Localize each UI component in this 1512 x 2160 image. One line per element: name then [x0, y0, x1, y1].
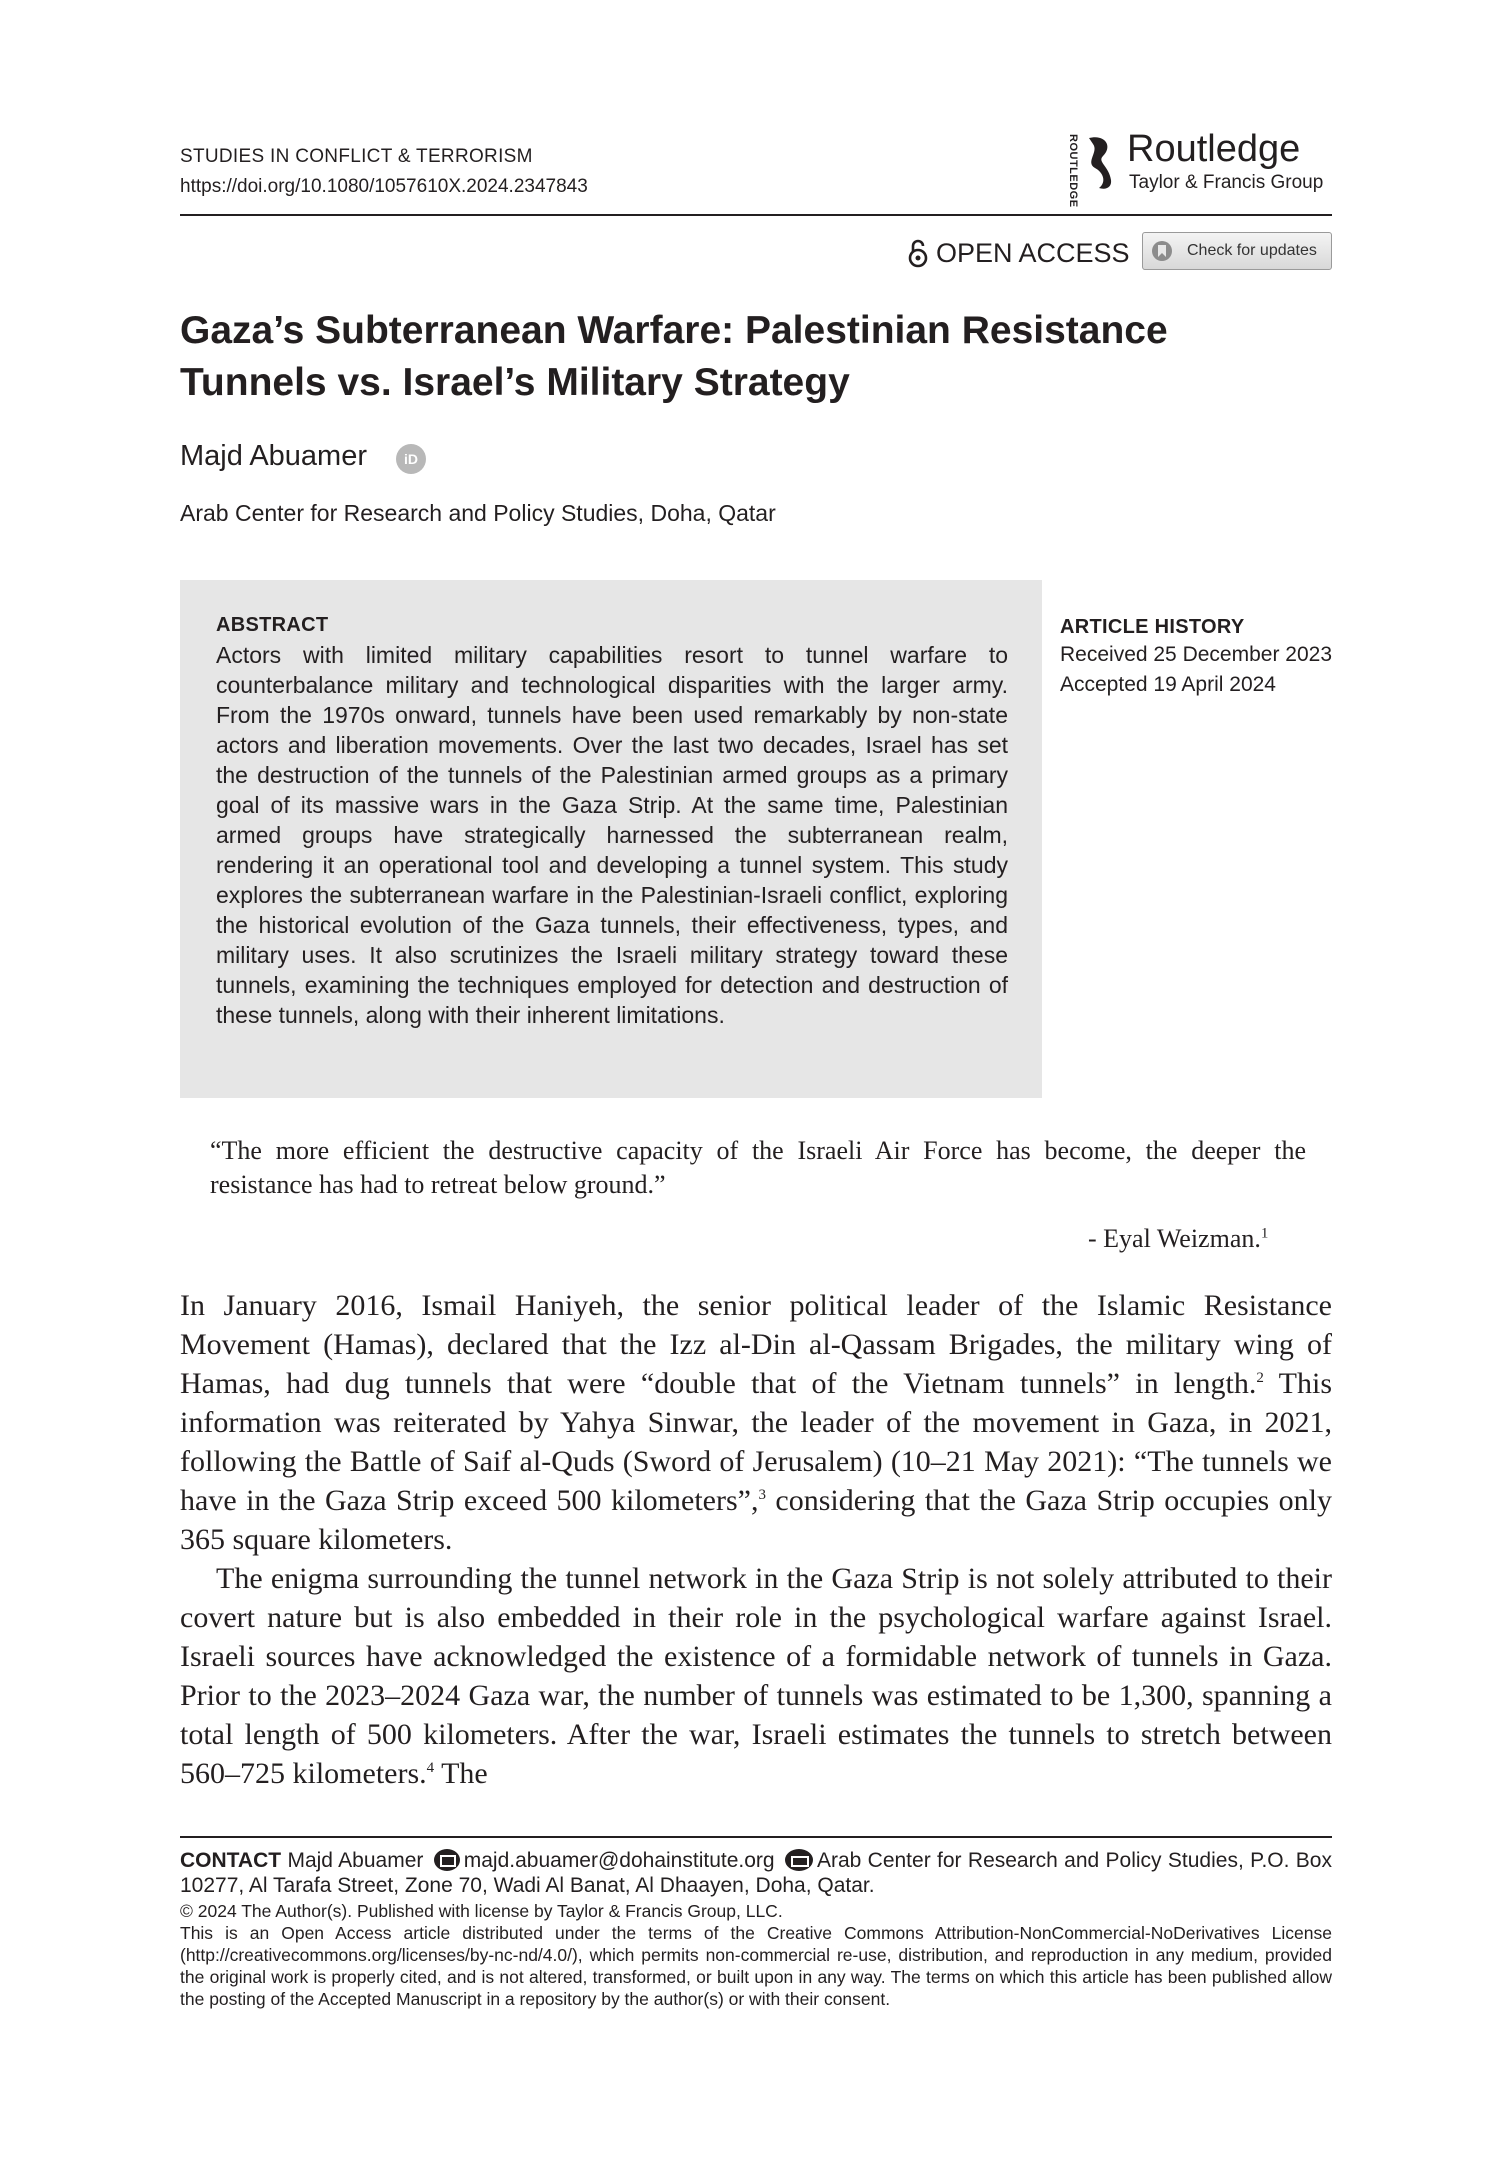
epigraph-author: - Eyal Weizman. [1088, 1224, 1261, 1253]
orcid-icon[interactable]: iD [396, 444, 426, 474]
paragraph [180, 1559, 1332, 1793]
email-icon [434, 1849, 460, 1871]
epigraph-attribution [1088, 1224, 1268, 1254]
contact-label: CONTACT [180, 1849, 282, 1872]
publisher-group: Taylor & Francis Group [1129, 172, 1324, 193]
article-title: Gaza’s Subterranean Warfare: Palestinian Resistance Tunnels vs. Israel’s Military Strategy [180, 309, 1168, 404]
received-date: Received 25 December 2023 [1060, 643, 1332, 666]
check-for-updates-label: Check for updates [1187, 242, 1317, 259]
accepted-date: Accepted 19 April 2024 [1060, 673, 1276, 696]
license-notice: This is an Open Access article distributed under the terms of the Creative Commons Attribution-NonCommercial-NoDerivatives License (http://creativecommons.org/licenses/by-nc-nd/4.0/), which permits non-commercial re-use, distribution, and reproduction in any medium, provided the original work is properly cited, and is not altered, transformed, or built upon in any way. The terms on which this article has been published allow the posting of the Accepted Manuscript in a repository by the author(s) or with their consent. [180, 1923, 1332, 2009]
footnote-ref[interactable]: 2 [1256, 1370, 1264, 1386]
logo-vertical-text: ROUTLEDGE [1067, 134, 1079, 208]
publisher-name: Routledge [1127, 128, 1301, 170]
author-name[interactable]: Majd Abuamer [180, 440, 367, 472]
paragraph-text: The [434, 1757, 488, 1790]
footer-rule [180, 1836, 1332, 1838]
address-icon [785, 1849, 813, 1871]
paragraph-text: considering that the Gaza Strip occupies only 365 square kilometers. [180, 1484, 1332, 1556]
epigraph-quote: “The more efficient the destructive capacity of the Israeli Air Force has become, the deeper the resistance has had to retreat below ground.” [210, 1136, 1306, 1199]
copyright-notice: © 2024 The Author(s). Published with license by Taylor & Francis Group, LLC. [180, 1901, 783, 1921]
paragraph-text: This information was reiterated by Yahya Sinwar, the leader of the movement in Gaza, in 2021, following the Battle of Saif al-Quds (Sword of Jerusalem) (10–21 May 2021): “The tunnels we have in the Gaza Strip exceed 500 kilometers”, [180, 1367, 1332, 1517]
crossmark-icon [1151, 240, 1173, 262]
doi-link[interactable]: https://doi.org/10.1080/1057610X.2024.2347843 [180, 176, 588, 197]
open-lock-icon [908, 238, 928, 268]
contact-name: Majd Abuamer [287, 1849, 424, 1872]
running-header [180, 128, 1332, 216]
footnote-ref[interactable]: 3 [758, 1487, 766, 1503]
open-access-label: OPEN ACCESS [936, 238, 1130, 268]
author-affiliation: Arab Center for Research and Policy Studies, Doha, Qatar [180, 500, 776, 526]
body-text [180, 1286, 1332, 1793]
abstract-text: Actors with limited military capabilities resort to tunnel warfare to counterbalance military and technological disparities with the larger army. From the 1970s onward, tunnels have been used remarkably by non-state actors and liberation movements. Over the last two decades, Israel has set the destruction of the tunnels of the Palestinian armed groups as a primary goal of its massive wars in the Gaza Strip. At the same time, Palestinian armed groups have strategically harnessed the subterranean realm, rendering it an operational tool and developing a tunnel system. This study explores the subterranean warfare in the Palestinian-Israeli conflict, exploring the historical evolution of the Gaza tunnels, their effectiveness, types, and military uses. It also scrutinizes the Israeli military strategy toward these tunnels, examining the techniques employed for detection and destruction of these tunnels, along with their inherent limitations. [216, 642, 1008, 1028]
paragraph-text: In January 2016, Ismail Haniyeh, the senior political leader of the Islamic Resistance Movement (Hamas), declared that the Izz al-Din al-Qassam Brigades, the military wing of Hamas, had dug tunnels that were “double that of the Vietnam tunnels” in length. [180, 1289, 1332, 1400]
article-history-heading: ARTICLE HISTORY [1060, 616, 1245, 638]
footnote-ref[interactable]: 1 [1260, 1225, 1269, 1242]
header-rule [180, 214, 1332, 216]
abstract-box [180, 580, 1042, 1098]
contact-email-link[interactable]: majd.abuamer@dohainstitute.org [463, 1849, 775, 1872]
routledge-mark-icon [1083, 132, 1115, 192]
paragraph [180, 1286, 1332, 1559]
contact-info [180, 1848, 1332, 1898]
abstract-heading: ABSTRACT [216, 614, 329, 636]
check-for-updates-button[interactable] [1142, 232, 1332, 270]
article-history [1060, 614, 1340, 700]
paragraph-text: The enigma surrounding the tunnel network in the Gaza Strip is not solely attributed to their covert nature but is also embedded in their role in the psychological warfare against Israel. Israeli sources have acknowledged the existence of a formidable network of tunnels in Gaza. Prior to the 2023–2024 Gaza war, the number of tunnels was estimated to be 1,300, spanning a total length of 500 kilometers. After the war, Israeli estimates the tunnels to stretch between 560–725 kilometers. [180, 1562, 1332, 1790]
publisher-logo [1067, 128, 1332, 208]
journal-name: STUDIES IN CONFLICT & TERRORISM [180, 146, 533, 167]
contact-address: Arab Center for Research and Policy Studies, P.O. Box 10277, Al Tarafa Street, Zone 70, Wadi Al Banat, Al Dhaayen, Doha, Qatar. [180, 1849, 1332, 1897]
footnote-ref[interactable]: 4 [426, 1760, 435, 1776]
